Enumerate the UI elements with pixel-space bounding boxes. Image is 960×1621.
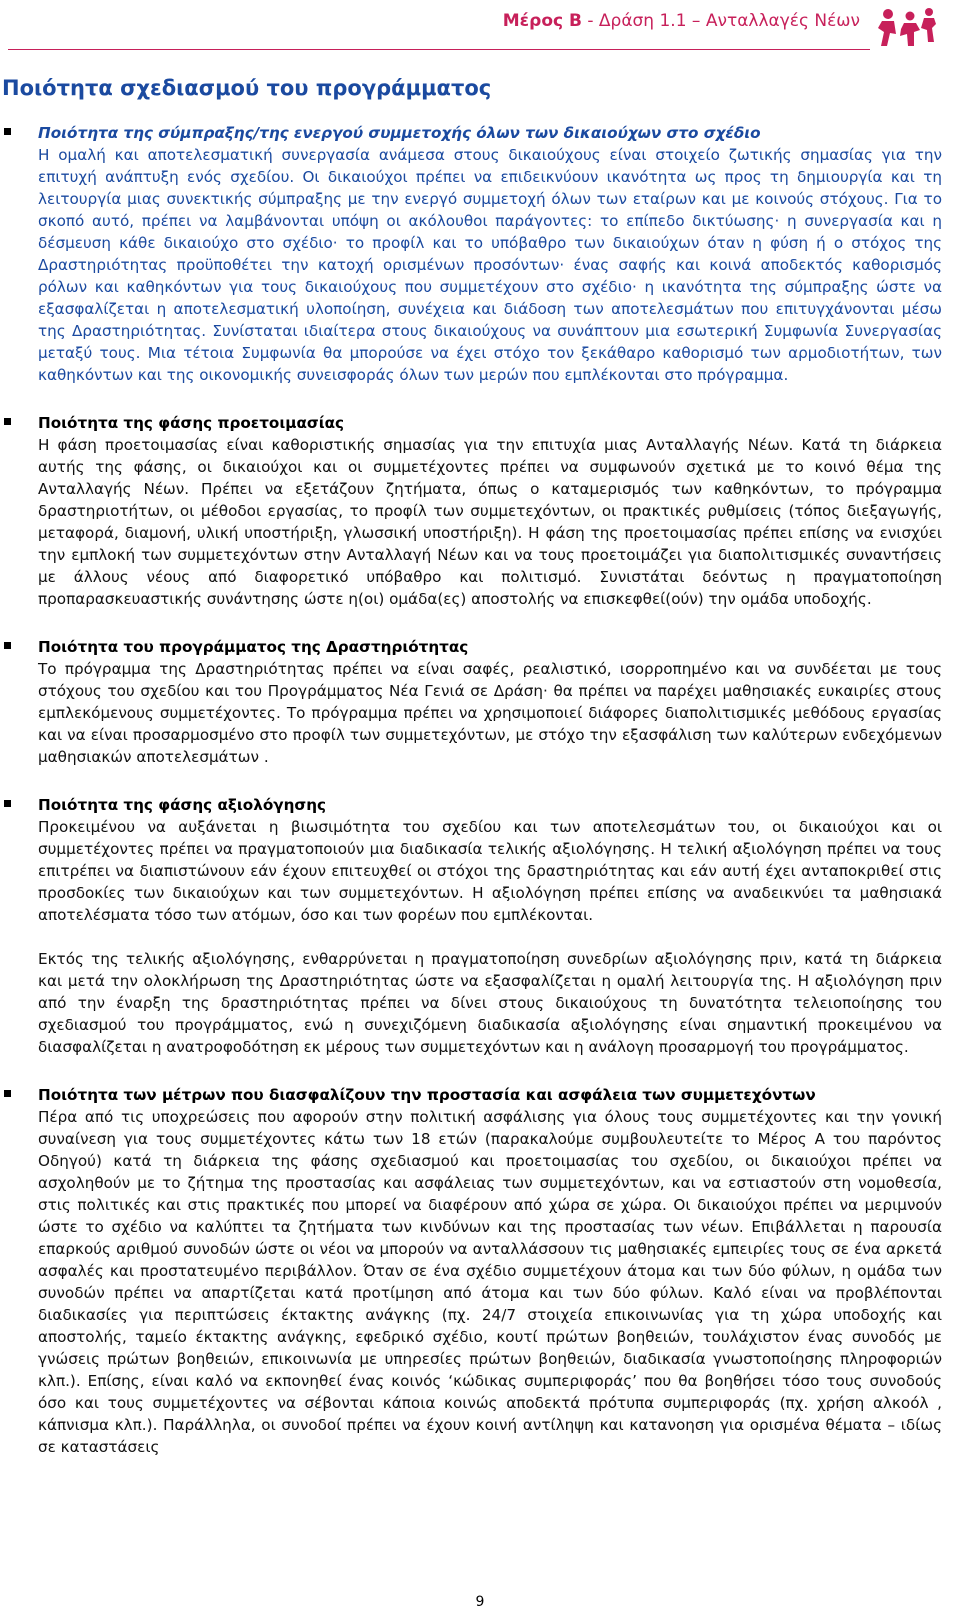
section-paragraph: Η ομαλή και αποτελεσματική συνεργασία ανάμεσα στους δικαιούχους είναι στοιχείο ζωτικής σημασίας για την επιτυχή ανάπτυξη ενός σχεδίου. Οι δικαιούχοι πρέπει να επιδεικνύουν ικανότητα ως προς τη δημιουργία και τη λειτουργία μιας συνεκτικής σύμπραξης με την ενεργό συμμετοχή όλων των εταίρων και με κοινούς στόχους. Για το σκοπό αυτό, πρέπει να λαμβάνονται υπόψη οι ακόλουθοι παράγοντες: το επίπεδο δικτύωσης· η συνεργασία και η δέσμευση κάθε δικαιούχο στο σχέδιο· το προφίλ και το υπόβαθρο των δικαιούχων όταν η φύση ή ο στόχος της Δραστηριότητας προϋποθέτει την κατοχή ορισμένων προσόντων· ένας σαφής και κοινά αποδεκτός καθορισμός ρόλων και καθηκόντων για τους δικαιούχους που συμμετέχουν στο σχέδιο· η ικανότητα της σύμπραξης ώστε να εξασφαλίζεται η αποτελεσματική υλοποίηση, συνέχεια και διάδοση των αποτελεσμάτων που επιτυγχάνονται μέσω της Δραστηριότητας. Συνίσταται ιδιαίτερα στους δικαιούχους να συνάπτουν μια εσωτερική Συμφωνία Συνεργασίας μεταξύ τους. Μια τέτοια Συμφωνία θα μπορούσε να έχει στόχο τον ξεκάθαρο καθορισμό των αρμοδιοτήτων, των καθηκόντων και της οικονομικής συνεισφοράς όλων των μερών που εμπλέκονται στο πρόγραμμα. — [38, 146, 942, 384]
page-title: Ποιότητα σχεδιασμού του προγράμματος — [2, 76, 492, 100]
section-evaluation — [0, 794, 960, 1058]
bullet-icon — [4, 418, 11, 425]
section-heading: Ποιότητα της σύμπραξης/της ενεργού συμμετοχής όλων των δικαιούχων στο σχέδιο — [38, 124, 761, 142]
section-safety — [0, 1084, 960, 1458]
section-heading: Ποιότητα του προγράμματος της Δραστηριότητας — [38, 638, 469, 656]
document-body — [0, 122, 960, 1484]
section-heading: Ποιότητα της φάσης προετοιμασίας — [38, 414, 345, 432]
section-paragraph: Εκτός της τελικής αξιολόγησης, ενθαρρύνεται η πραγματοποίηση συνεδρίων αξιολόγησης πριν, κατά τη διάρκεια και μετά την ολοκλήρωση της Δραστηριότητας ώστε να εξασφαλίζεται η ομαλή λειτουργία της. Η αξιολόγηση πριν από την έναρξη της δραστηριότητας πρέπει να δίνει στους δικαιούχους τη δυνατότητα τελειοποίησης του σχεδιασμού του προγράμματος, ενώ η συνεχιζόμενη διαδικασία αξιολόγησης είναι σημαντική προκειμένου να διασφαλίζεται η ανατροφοδότηση εκ μέρους των συμμετεχόντων και η ανάλογη προσαρμογή του προγράμματος. — [38, 950, 942, 1056]
header-rule — [8, 49, 870, 50]
header-separator: - — [581, 11, 599, 31]
section-heading: Ποιότητα της φάσης αξιολόγησης — [38, 796, 327, 814]
section-paragraph: Πέρα από τις υποχρεώσεις που αφορούν στην πολιτική ασφάλισης για όλους τους συμμετέχοντες και την γονική συναίνεση για τους συμμετέχοντες κάτω των 18 ετών (παρακαλούμε συμβουλευτείτε το Μέρος Α του παρόντος Οδηγού) κατά τη διάρκεια της φάσης σχεδιασμού και προετοιμασίας του σχεδίου, οι δικαιούχοι πρέπει να ασχοληθούν με το ζήτημα της προστασίας και ασφάλειας των συμμετεχόντων, και να εστιαστούν στη νομοθεσία, στις πολιτικές και στις πρακτικές που μπορεί να διαφέρουν από χώρα σε χώρα. Οι δικαιούχοι πρέπει να μεριμνούν ώστε το σχέδιο να καλύπτει τα ζητήματα των κινδύνων και της προστασίας των νέων. Επιβάλλεται η παρουσία επαρκούς αριθμού συνοδών ώστε οι νέοι να μπορούν να ανταλλάσσουν τις μαθησιακές εμπειρίες τους σε ένα αρκετά ασφαλές και προστατευμένο περιβάλλον. Όταν σε ένα σχέδιο συμμετέχουν άτομα και των δύο φύλων, η ομάδα των συνοδών πρέπει να απαρτίζεται κατά προτίμηση από άτομα και των δύο φύλων. Καλό είναι να προβλέπονται διαδικασίες για περιπτώσεις έκτακτης ανάγκης (πχ. 24/7 στοιχεία επικοινωνίας για τη χώρα υποδοχής και αποστολής, ταμείο έκτακτης ανάγκης, εφεδρικό σχέδιο, κουτί πρώτων βοηθειών, τουλάχιστον ένας συνοδός με γνώσεις πρώτων βοηθειών, επικοινωνία με υπηρεσίες πρώτων βοηθειών, διαδικασία γνωστοποίησης πληροφοριών κλπ.). Επίσης, είναι καλό να εκπονηθεί ένας κοινός ‘κώδικας συμπεριφοράς’ που θα βοηθήσει τόσο τους συνοδούς όσο και τους συμμετέχοντες να σέβονται κάποια κοινώς αποδεκτά πρότυπα συμπεριφοράς (πχ. χρήση αλκοόλ , κάπνισμα κλπ.). Παράλληλα, οι συνοδοί πρέπει να έχουν κοινή αντίληψη και κατανοηση για ορισμένα θέματα – ιδίως σε καταστάσεις — [38, 1108, 942, 1456]
section-preparation — [0, 412, 960, 610]
section-paragraph: Προκειμένου να αυξάνεται η βιωσιμότητα του σχεδίου και των αποτελεσμάτων του, οι δικαιούχοι και οι συμμετέχοντες πρέπει να πραγματοποιούν μια διαδικασία τελικής αξιολόγησης. Η τελική αξιολόγηση πρέπει να τους επιτρέπει να διαπιστώνουν εάν έχουν επιτευχθεί οι στόχοι της δραστηριότητας και εάν αυτή έχει ανταποκριθεί στις προσδοκίες των δικαιούχων και των συμμετεχόντων. Η αξιολόγηση πρέπει επίσης να αναδεικνύει τα μαθησιακά αποτελέσματα τόσο των ατόμων, όσο και των φορέων που εμπλέκονται. — [38, 818, 942, 924]
section-paragraph: Η φάση προετοιμασίας είναι καθοριστικής σημασίας για την επιτυχία μιας Ανταλλαγής Νέων. Κατά τη διάρκεια αυτής της φάσης, οι δικαιούχοι και οι συμμετέχοντες πρέπει να συμφωνούν σχετικά με το κοινό θέμα της Ανταλλαγής Νέων. Πρέπει να εξετάζουν ζητήματα, όπως ο καταμερισμός των καθηκόντων, το πρόγραμμα δραστηριοτήτων, οι μέθοδοι εργασίας, το προφίλ των συμμετεχόντων, οι πρακτικές ρυθμίσεις (τόπος διεξαγωγής, μεταφορά, διαμονή, υλική υποστήριξη, γλωσσική υποστήριξη). Η φάση της προετοιμασίας πρέπει επίσης να ενισχύει την εμπλοκή των συμμετεχόντων στην Ανταλλαγή Νέων και να τους προετοιμάζει για διαπολιτισμικές συναντήσεις με άλλους νέους από διαφορετικό υπόβαθρο και πολιτισμό. Συνιστάται δεόντως η πραγματοποίηση προπαρασκευαστικής συνάντησης ώστε η(οι) ομάδα(ες) αποστολής να επισκεφθεί(ούν) την ομάδα υποδοχής. — [38, 436, 942, 608]
header-section-label — [503, 11, 860, 31]
section-partnership — [0, 122, 960, 386]
page-number: 9 — [475, 1594, 485, 1610]
bullet-icon — [4, 128, 11, 135]
section-activity-programme — [0, 636, 960, 768]
page-header — [0, 0, 960, 60]
header-action: Δράση 1.1 – Ανταλλαγές Νέων — [598, 11, 860, 31]
bullet-icon — [4, 800, 11, 807]
section-heading: Ποιότητα των μέτρων που διασφαλίζουν την προστασία και ασφάλεια των συμμετεχόντων — [38, 1086, 816, 1104]
bullet-icon — [4, 1090, 11, 1097]
section-paragraph: Το πρόγραμμα της Δραστηριότητας πρέπει να είναι σαφές, ρεαλιστικό, ισορροπημένο και να συνδέεται με τους στόχους του σχεδίου και του Προγράμματος Νέα Γενιά σε Δράση· θα πρέπει να παρέχει μαθησιακές ευκαιρίες στους εμπλεκόμενους συμμετέχοντες. Το πρόγραμμα πρέπει να χρησιμοποιεί διάφορες διαπολιτισμικές μεθόδους εργασίας και να είναι προσαρμοσμένο στο προφίλ των συμμετεχόντων, με στόχο την εξασφάλιση των καλύτερων ενδεχόμενων μαθησιακών αποτελεσμάτων . — [38, 660, 942, 766]
header-part: Μέρος Β — [502, 11, 582, 31]
youth-figures-logo-icon — [874, 6, 938, 56]
bullet-icon — [4, 642, 11, 649]
